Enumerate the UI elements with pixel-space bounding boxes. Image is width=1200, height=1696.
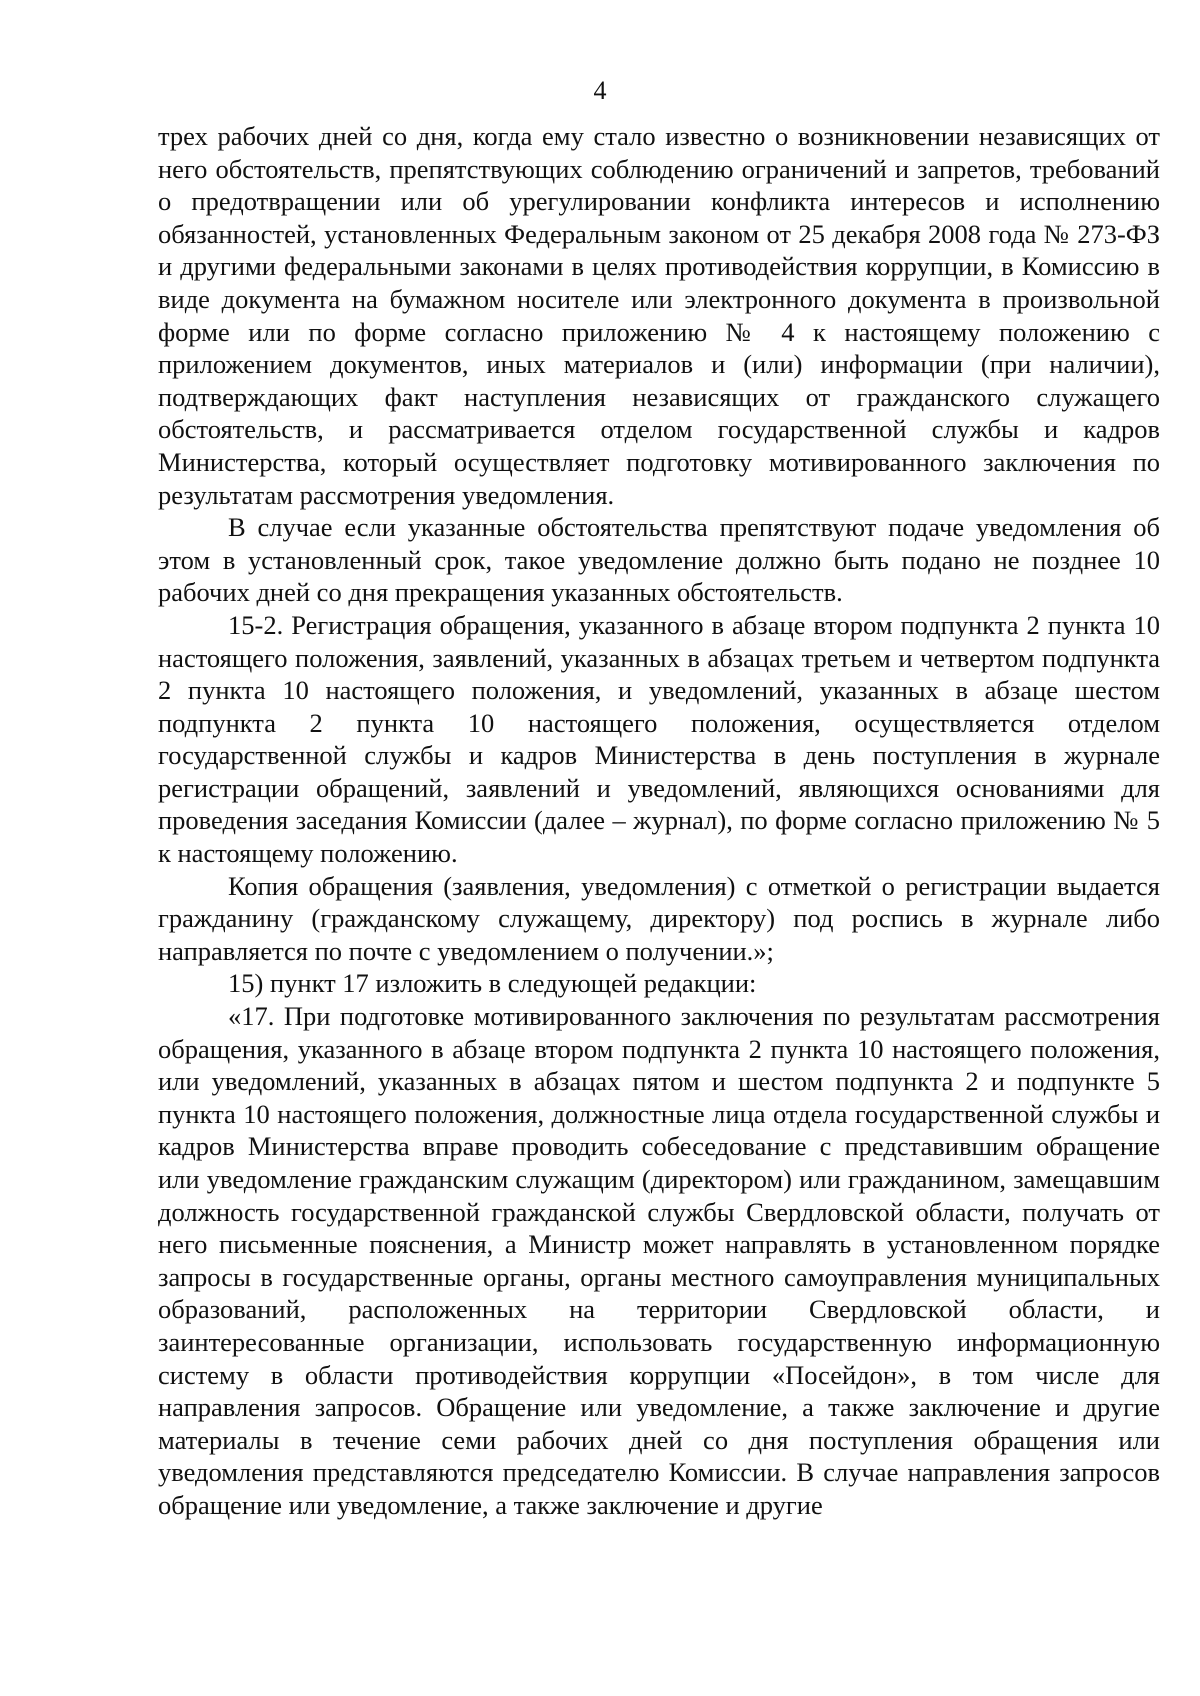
paragraph-15-2-registration: 15-2. Регистрация обращения, указанного в абзаце втором подпункта 2 пункта 10 настоящего положения, заявлений, указанных в абзацах третьем и четвертом подпункта 2 пункта 10 настоящего положения, и уведомлений, указанных в абзаце шестом подпункта 2 пункта 10 настоящего положения, осуществляется отделом государственной службы и кадров Министерства в день поступления в журнале регистрации обращений, заявлений и уведомлений, являющихся основаниями для проведения заседания Комиссии (далее – журнал), по форме согласно приложению № 5 к настоящему положению. — [158, 609, 1160, 869]
paragraph-continuation: трех рабочих дней со дня, когда ему стало известно о возникновении независящих от него обстоятельств, препятствующих соблюдению ограничений и запретов, требований о предотвращении или об урегулировании конфликта интересов и исполнению обязанностей, установленных Федеральным законом от 25 декабря 2008 года № 273-ФЗ и другими федеральными законами в целях противодействия коррупции, в Комиссию в виде документа на бумажном носителе или электронного документа в произвольной форме или по форме согласно приложению № 4 к настоящему положению с приложением документов, иных материалов и (или) информации (при наличии), подтверждающих факт наступления независящих от гражданского служащего обстоятельств, и рассматривается отделом государственной службы и кадров Министерства, который осуществляет подготовку мотивированного заключения по результатам рассмотрения уведомления. — [158, 121, 1160, 510]
page-number: 4 — [593, 76, 607, 105]
paragraph-17-motivated-conclusion: «17. При подготовке мотивированного заключения по результатам рассмотрения обращения, указанного в абзаце втором подпункта 2 пункта 10 настоящего положения, или уведомлений, указанных в абзацах пятом и шестом подпункта 2 и подпункте 5 пункта 10 настоящего положения, должностные лица отдела государственной службы и кадров Министерства вправе проводить собеседование с представившим обращение или уведомление гражданским служащим (директором) или гражданином, замещавшим должность государственной гражданской службы Свердловской области, получать от него письменные пояснения, а Министр может направлять в установленном порядке запросы в государственные органы, органы местного самоуправления муниципальных образований, расположенных на территории Свердловской области, и заинтересованные организации, использовать государственную информационную систему в области противодействия коррупции «Посейдон», в том числе для направления запросов. Обращение или уведомление, а также заключение и другие материалы в течение семи рабочих дней со дня поступления обращения или уведомления представляются председателю Комиссии. В случае направления запросов обращение или уведомление, а также заключение и другие — [158, 1001, 1160, 1520]
paragraph-circumstances-deadline: В случае если указанные обстоятельства препятствуют подаче уведомления об этом в установленный срок, такое уведомление должно быть подано не позднее 10 рабочих дней со дня прекращения указанных обстоятельств. — [158, 512, 1160, 608]
paragraph-copy-issuance: Копия обращения (заявления, уведомления) с отметкой о регистрации выдается гражданину (гражданскому служащему, директору) под роспись в журнале либо направляется по почте с уведомлением о получении.»; — [158, 870, 1160, 966]
body-text — [158, 120, 1160, 1522]
paragraph-item-15: 15) пункт 17 изложить в следующей редакции: — [228, 968, 757, 999]
